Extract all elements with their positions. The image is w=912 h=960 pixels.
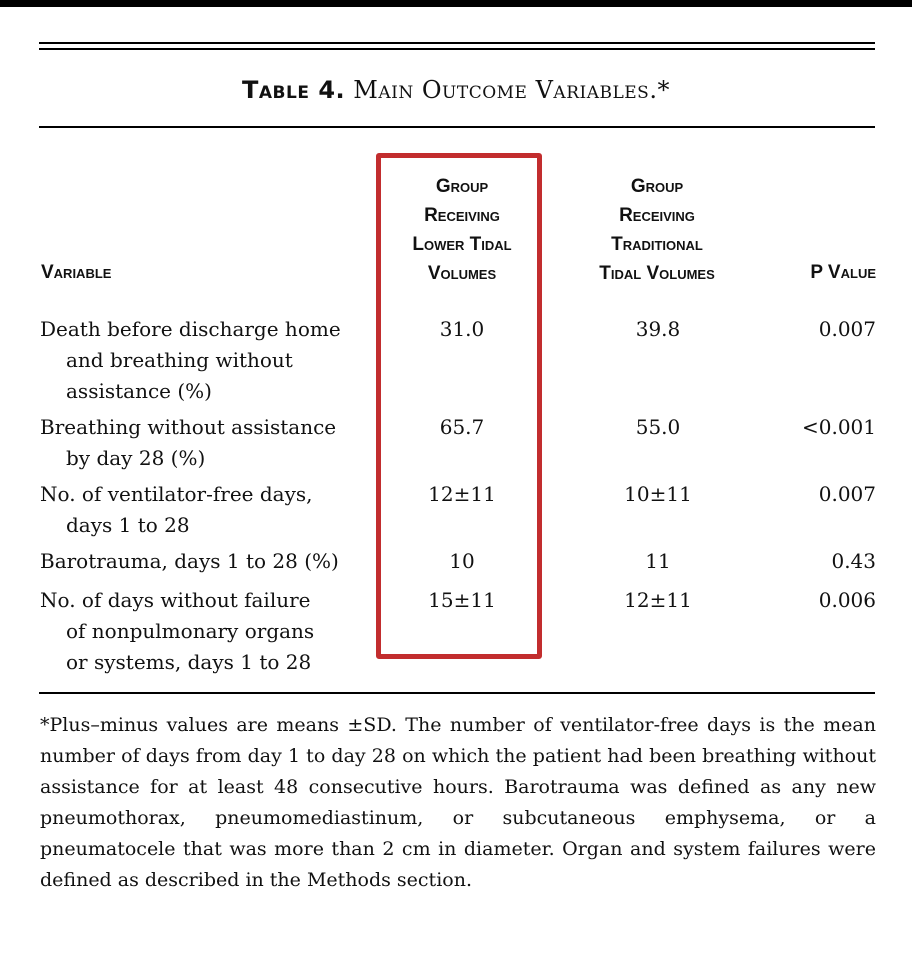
- variable-line: days 1 to 28: [66, 513, 190, 537]
- variable-line: No. of ventilator-free days,: [40, 482, 313, 506]
- header-traditional-line: Receiving: [619, 205, 695, 226]
- cell-p-value: 0.007: [818, 482, 876, 506]
- variable-line: Death before discharge home: [40, 317, 341, 341]
- cell-lower: 65.7: [439, 415, 485, 439]
- header-traditional-line: Traditional: [611, 234, 703, 255]
- header-lower-line: Volumes: [427, 263, 497, 284]
- variable-line: or systems, days 1 to 28: [66, 650, 312, 674]
- header-traditional-line: Tidal Volumes: [599, 263, 715, 284]
- table-footnote: *Plus–minus values are means ±SD. The number of ventilator-free days is the mean number of days from day 1 to day 28 on which the patient had been breathing without assistance for at least 48 consecutive hours. Barotrauma was defined as any new pneumothorax, pneumomediastinum, or subcutaneous emphysema, or a pneumatocele that was more than 2 cm in diameter. Organ and system failures were defined as described in the Methods section.: [40, 714, 876, 891]
- cell-lower: 12±11: [428, 482, 496, 506]
- cell-traditional: 12±11: [624, 588, 692, 612]
- lower-tidal-column-highlight: [376, 153, 542, 659]
- variable-line: and breathing without: [66, 348, 293, 372]
- header-p-value: P Value: [810, 262, 876, 283]
- header-lower-line: Group: [435, 176, 489, 197]
- header-variable: Variable: [41, 262, 112, 283]
- cell-p-value: 0.43: [831, 549, 876, 573]
- cell-lower: 15±11: [428, 588, 496, 612]
- cell-p-value: 0.007: [818, 317, 876, 341]
- cell-lower: 31.0: [439, 317, 485, 341]
- variable-line: assistance (%): [66, 379, 212, 403]
- table-title: [0, 76, 912, 104]
- header-traditional-line: Group: [630, 176, 684, 197]
- variable-line: Barotrauma, days 1 to 28 (%): [40, 549, 339, 573]
- cell-lower: 10: [449, 549, 475, 573]
- cell-p-value: 0.006: [818, 588, 876, 612]
- cell-traditional: 55.0: [635, 415, 681, 439]
- table-number: Table 4.: [242, 76, 346, 104]
- variable-line: No. of days without failure: [40, 588, 311, 612]
- row-variable: [40, 585, 380, 678]
- header-lower-line: Receiving: [424, 205, 500, 226]
- footer-rule: [39, 692, 875, 694]
- cell-traditional: 10±11: [624, 482, 692, 506]
- top-border: [0, 0, 912, 7]
- cell-traditional: 39.8: [635, 317, 681, 341]
- variable-line: Breathing without assistance: [40, 415, 337, 439]
- row-variable: [40, 412, 380, 474]
- variable-line: by day 28 (%): [66, 446, 206, 470]
- row-variable: [40, 546, 380, 577]
- header-lower-line: Lower Tidal: [412, 234, 512, 255]
- variable-line: of nonpulmonary organs: [66, 619, 315, 643]
- table-caption: Main Outcome Variables.*: [353, 76, 670, 104]
- row-variable: [40, 314, 380, 407]
- row-variable: [40, 479, 380, 541]
- top-rule: [39, 42, 875, 44]
- cell-traditional: 11: [645, 549, 671, 573]
- cell-p-value: <0.001: [801, 415, 876, 439]
- header-rule: [39, 126, 875, 128]
- top-rule-double: [39, 48, 875, 50]
